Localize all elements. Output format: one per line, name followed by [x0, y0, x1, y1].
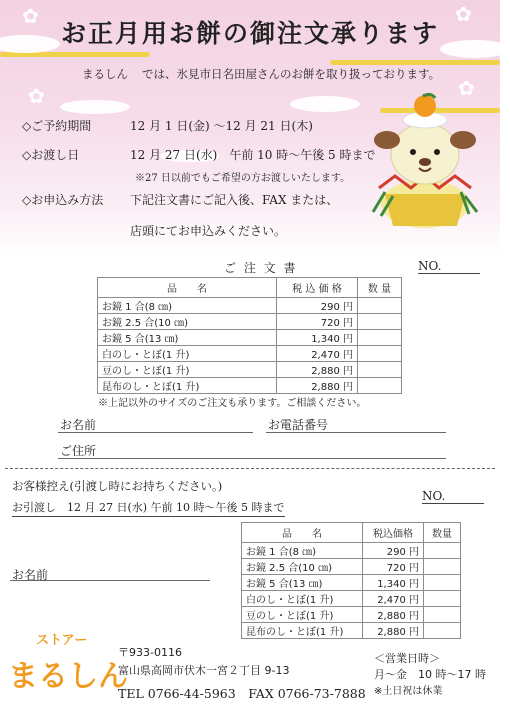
sakura-icon: ✿: [28, 84, 45, 108]
delivery-note: ※27 日以前でもご希望の方お渡しいたします。: [135, 173, 351, 184]
copy-header-qty: 数量: [424, 523, 461, 543]
gold-stripe: [330, 60, 500, 65]
store-logo: [6, 628, 128, 698]
quantity-cell[interactable]: [358, 362, 402, 378]
order-form-title: ご 注 文 書: [224, 261, 298, 275]
item-price: 720 円: [277, 314, 358, 330]
ear-icon: [450, 131, 476, 149]
item-price: 290 円: [277, 298, 358, 314]
table-row: [242, 575, 461, 591]
page-title: お正月用お餅の御注文承ります: [60, 19, 439, 48]
copy-table-header: [242, 523, 461, 543]
address-input-line[interactable]: [58, 458, 446, 459]
quantity-cell[interactable]: [424, 591, 461, 607]
name-label: お名前: [60, 418, 97, 432]
item-name: 白のし・とぼ(1 升): [98, 346, 277, 362]
logo-main-text: まるしん: [8, 659, 128, 694]
item-price: 720 円: [363, 559, 424, 575]
item-price: 2,880 円: [277, 378, 358, 394]
stand-icon: [385, 194, 465, 226]
order-footnote: ※上記以外のサイズのご注文も承ります。ご相談ください。: [98, 398, 367, 409]
table-row: [242, 543, 461, 559]
hours-days: 月〜金 10 時〜17 時: [374, 668, 486, 681]
item-price: 1,340 円: [277, 330, 358, 346]
postal-code: 〒933-0116: [118, 646, 182, 659]
store-address: 富山県高岡市伏木一宮２丁目 9-13: [118, 664, 290, 677]
item-price: 290 円: [363, 543, 424, 559]
table-row: [242, 591, 461, 607]
copy-name-input-line[interactable]: [10, 580, 210, 581]
item-name: お鏡 1 合(8 ㎝): [242, 543, 363, 559]
sakura-icon: ✿: [22, 4, 39, 28]
intro-text: では、氷見市日名田屋さんのお餅を取り扱っております。: [142, 67, 441, 81]
table-row: [98, 346, 402, 362]
copy-header-price: 税込価格: [363, 523, 424, 543]
item-price: 2,470 円: [277, 346, 358, 362]
quantity-cell[interactable]: [424, 623, 461, 639]
name-input-line[interactable]: [58, 432, 253, 433]
table-row: [98, 378, 402, 394]
phone-input-line[interactable]: [266, 432, 446, 433]
item-name: お鏡 5 合(13 ㎝): [98, 330, 277, 346]
reservation-value: 12 月 1 日(金) 〜12 月 21 日(木): [130, 119, 313, 133]
table-row: [242, 623, 461, 639]
item-name: 豆のし・とぼ(1 升): [242, 607, 363, 623]
apply-label: ◇お申込み方法: [22, 193, 104, 207]
cloud-decoration: [290, 96, 360, 112]
quantity-cell[interactable]: [358, 330, 402, 346]
table-row: [98, 314, 402, 330]
apply-value-line-1: 下記注文書にご記入後、FAX または、: [130, 193, 339, 207]
mikan-icon: [414, 95, 436, 117]
ear-icon: [374, 131, 400, 149]
item-name: 白のし・とぼ(1 升): [242, 591, 363, 607]
table-row: [242, 607, 461, 623]
quantity-cell[interactable]: [358, 378, 402, 394]
item-price: 2,880 円: [363, 623, 424, 639]
table-row: [242, 559, 461, 575]
pickup-line: お引渡し 12 月 27 日(水) 午前 10 時〜午後 5 時まで: [12, 499, 285, 517]
delivery-label: ◇お渡し日: [22, 148, 80, 162]
hours-title: ＜営業日時＞: [374, 652, 440, 665]
mascot-illustration: [365, 92, 485, 232]
item-price: 1,340 円: [363, 575, 424, 591]
item-price: 2,880 円: [277, 362, 358, 378]
order-table-header: [98, 278, 402, 298]
copy-header-name: 品 名: [242, 523, 363, 543]
header-price: 税 込 価 格: [277, 278, 358, 298]
logo-top-text: ストアー: [36, 633, 88, 648]
item-name: 昆布のし・とぼ(1 升): [242, 623, 363, 639]
copy-number-field[interactable]: NO.: [422, 489, 484, 504]
quantity-cell[interactable]: [424, 607, 461, 623]
sakura-icon: ✿: [455, 2, 472, 26]
table-row: [98, 330, 402, 346]
table-row: [98, 298, 402, 314]
cloud-decoration: [60, 100, 130, 114]
sakura-icon: ✿: [458, 76, 475, 100]
quantity-cell[interactable]: [358, 298, 402, 314]
item-price: 2,470 円: [363, 591, 424, 607]
quantity-cell[interactable]: [424, 543, 461, 559]
item-price: 2,880 円: [363, 607, 424, 623]
order-number-field[interactable]: NO.: [418, 259, 480, 274]
hours-note: ※土日祝は休業: [374, 686, 443, 697]
intro-store-name: まるしん: [82, 67, 128, 81]
order-table: [97, 277, 402, 394]
customer-copy-title: お客様控え(引渡し時にお持ちください。): [12, 479, 223, 493]
intro-line: [82, 66, 440, 82]
quantity-cell[interactable]: [358, 346, 402, 362]
quantity-cell[interactable]: [358, 314, 402, 330]
quantity-cell[interactable]: [424, 559, 461, 575]
item-name: お鏡 2.5 合(10 ㎝): [242, 559, 363, 575]
contact-numbers: TEL 0766-44-5963 FAX 0766-73-7888: [118, 686, 366, 701]
item-name: お鏡 1 合(8 ㎝): [98, 298, 277, 314]
item-name: 昆布のし・とぼ(1 升): [98, 378, 277, 394]
reservation-label: ◇ご予約期間: [22, 119, 92, 133]
quantity-cell[interactable]: [424, 575, 461, 591]
apply-value-line-2: 店頭にてお申込みください。: [130, 224, 287, 238]
header-qty: 数 量: [358, 278, 402, 298]
item-name: お鏡 2.5 合(10 ㎝): [98, 314, 277, 330]
delivery-value: 12 月 27 日(水) 午前 10 時〜午後 5 時まで: [130, 148, 376, 162]
item-name: お鏡 5 合(13 ㎝): [242, 575, 363, 591]
item-name: 豆のし・とぼ(1 升): [98, 362, 277, 378]
table-row: [98, 362, 402, 378]
cut-line: [5, 468, 495, 469]
phone-label: お電話番号: [268, 418, 329, 432]
header-name: 品 名: [98, 278, 277, 298]
copy-name-label: お名前: [12, 568, 49, 582]
copy-table: [241, 522, 461, 639]
address-label: ご住所: [60, 444, 97, 458]
